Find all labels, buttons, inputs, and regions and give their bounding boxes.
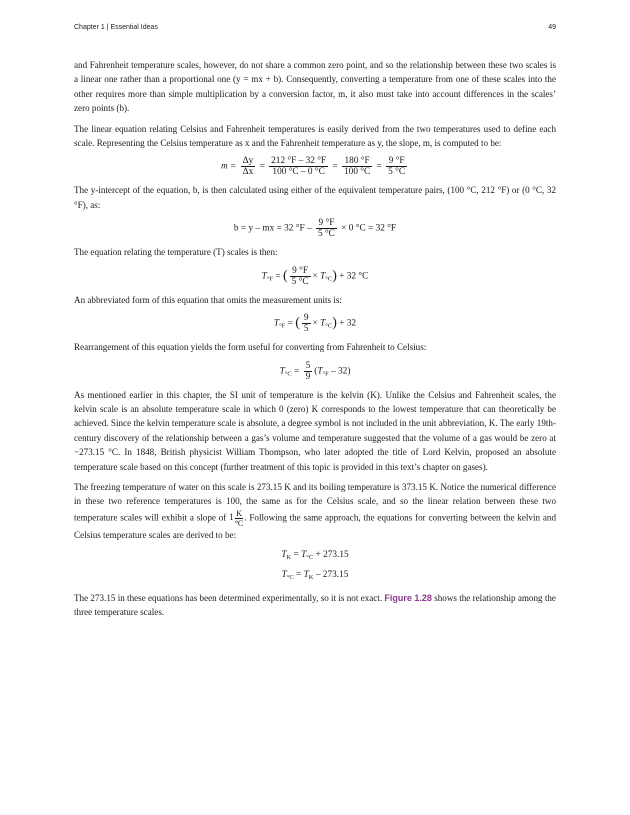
subscript: °F bbox=[279, 322, 286, 330]
fraction bbox=[304, 361, 313, 382]
slope-kelvin-celsius bbox=[229, 508, 244, 528]
denominator: 9 bbox=[305, 371, 311, 382]
temp-symbol: T bbox=[273, 318, 280, 329]
paragraph-1: and Fahrenheit temperature scales, however, do not share a common zero point, and so the relationship between these two scales is a linear one rather than a proportional one (y = mx + b). Consequently, converting a temperature from one of these scales into the other requires more than simple multiplication by a conversion factor, m, it also must take into account differences in the scales’ zero points (b). bbox=[74, 60, 556, 114]
fraction bbox=[302, 313, 311, 334]
running-header bbox=[74, 24, 556, 36]
eq-tail: – 273.15 bbox=[315, 569, 349, 580]
eq-tail: + 273.15 bbox=[315, 550, 349, 561]
temp-symbol: T bbox=[261, 271, 267, 282]
subscript: °C bbox=[306, 554, 314, 562]
page-body bbox=[74, 58, 556, 626]
denominator: 5 °C bbox=[388, 167, 406, 178]
denominator: °C bbox=[234, 518, 244, 528]
slope-one: 1 bbox=[229, 512, 234, 523]
subscript: K bbox=[286, 554, 292, 562]
denominator: 5 °C bbox=[291, 276, 309, 287]
equals-sign: = bbox=[287, 318, 293, 329]
times-sign: × bbox=[312, 318, 318, 329]
temp-symbol: T bbox=[317, 366, 323, 377]
temp-symbol: T bbox=[281, 550, 287, 561]
left-paren: ( bbox=[282, 267, 288, 283]
left-paren: ( bbox=[314, 366, 318, 377]
temp-symbol: T bbox=[281, 569, 287, 580]
paragraph-2: The linear equation relating Celsius and Fahrenheit temperatures is easily derived from the two temperatures used to define each scale. Representing the Celsius temperature as x and the Fahrenheit temperature as y, the slope, m, is computed to be: bbox=[74, 123, 556, 149]
temp-symbol: T bbox=[303, 569, 309, 580]
figure-link[interactable]: Figure 1.28 bbox=[384, 593, 432, 604]
subscript: °C bbox=[325, 275, 333, 283]
paragraph-8-start: The freezing temperature of water on this scale is 273.15 K and its boiling temperature is 373.15 K. Notice the numerical difference in these two reference temperatures is 100, the same as for the Celsius scale, and so the linear relation between these two temperature scales will exhibit a slope of bbox=[74, 482, 556, 523]
numerator: 9 bbox=[303, 313, 309, 324]
fraction bbox=[386, 156, 407, 177]
equals-sign: = bbox=[259, 162, 265, 173]
numerator: K bbox=[236, 508, 242, 518]
subscript: °F bbox=[266, 275, 274, 283]
paragraph-8-end: . Following the same approach, the equations for converting between the kelvin and Celsius temperature scales are derived to be: bbox=[74, 512, 556, 540]
temp-symbol: T bbox=[301, 550, 307, 561]
temp-symbol: T bbox=[320, 271, 326, 282]
eq-tail: – 32) bbox=[331, 366, 351, 377]
numerator: 9 °F bbox=[316, 218, 337, 229]
page-number: 49 bbox=[548, 24, 556, 31]
equation-slope bbox=[74, 156, 556, 177]
paragraph-8 bbox=[74, 480, 556, 542]
temp-symbol: T bbox=[279, 366, 285, 377]
eq-tail: + 32 bbox=[339, 318, 357, 329]
eq-intercept-left: b = y – mx = 32 °F – bbox=[233, 223, 312, 234]
equation-intercept bbox=[74, 218, 556, 239]
equals-sign: = bbox=[294, 366, 300, 377]
subscript: °C bbox=[284, 370, 292, 378]
equals-sign: = bbox=[332, 162, 338, 173]
numerator: 212 °F – 32 °F bbox=[271, 156, 327, 167]
numerator: 5 bbox=[305, 360, 311, 371]
paragraph-9 bbox=[74, 591, 556, 620]
right-paren: ) bbox=[332, 267, 337, 283]
temp-symbol: T bbox=[320, 318, 326, 329]
fraction bbox=[241, 156, 256, 177]
equals-sign: = bbox=[275, 271, 281, 282]
left-paren: ( bbox=[295, 315, 300, 331]
paragraph-7: As mentioned earlier in this chapter, the SI unit of temperature is the kelvin (K). Unlike the Celsius and Fahrenheit scales, the kelvin scale is an absolute temperature scale in which 0 (zero) K corresponds to the lowest temperature that can theoretically be achieved. Since the kelvin temperature scale is absolute, a degree symbol is not included in the unit abbreviation, K. The early 19th-century discovery of the relationship between a gas’s volume and temperature suggested that the volume of a gas would be zero at −273.15 °C. In 1848, British physicist William Thompson, who later adopted the title of Lord Kelvin, proposed an absolute temperature scale based on this concept (further treatment of this topic is provided in this text’s chapter on gases). bbox=[74, 389, 556, 472]
subscript: K bbox=[308, 573, 314, 581]
paragraph-4: The equation relating the temperature (T) scales is then: bbox=[74, 247, 278, 258]
times-sign: × bbox=[312, 271, 318, 282]
eq-slope-lhs: m = bbox=[220, 162, 237, 173]
numerator: 9 °F bbox=[386, 156, 407, 167]
equation-k-from-c bbox=[74, 548, 556, 565]
equation-c-from-k bbox=[74, 568, 556, 585]
equation-scales-units bbox=[74, 266, 556, 287]
numerator: 180 °F bbox=[342, 156, 372, 167]
subscript: °C bbox=[286, 573, 294, 581]
denominator: Δx bbox=[242, 167, 254, 178]
paragraph-5: An abbreviated form of this equation that omits the measurement units is: bbox=[74, 294, 342, 305]
paragraph-9-end: shows the relationship among the three temperature scales. bbox=[74, 593, 556, 618]
equals-sign: = bbox=[293, 550, 299, 561]
eq-tail: + 32 °C bbox=[339, 271, 369, 282]
eq-intercept-right: × 0 °C = 32 °F bbox=[341, 223, 397, 234]
paragraph-9-start: The 273.15 in these equations has been determined experimentally, so it is not exact. bbox=[74, 593, 383, 604]
right-paren: ) bbox=[332, 315, 337, 331]
subscript: °C bbox=[325, 322, 333, 330]
fraction bbox=[316, 218, 337, 239]
numerator: 9 °F bbox=[290, 266, 311, 277]
fraction bbox=[342, 156, 372, 177]
paragraph-6: Rearrangement of this equation yields the form useful for converting from Fahrenheit to Celsius: bbox=[74, 342, 427, 353]
equals-sign: = bbox=[376, 162, 382, 173]
fraction bbox=[290, 266, 311, 287]
denominator: 100 °C bbox=[344, 167, 371, 178]
denominator: 100 °C – 0 °C bbox=[272, 167, 325, 178]
numerator: Δy bbox=[242, 156, 254, 167]
denominator: 5 °C bbox=[317, 229, 335, 240]
equation-scales-nounits bbox=[74, 313, 556, 334]
equals-sign: = bbox=[296, 569, 302, 580]
fraction bbox=[235, 509, 244, 528]
subscript: °F bbox=[322, 370, 329, 378]
chapter-label: Chapter 1 | Essential Ideas bbox=[74, 24, 158, 31]
denominator: 5 bbox=[303, 324, 309, 335]
paragraph-3: The y-intercept of the equation, b, is then calculated using either of the equivalent temperature pairs, (100 °C, 212 °F) or (0 °C, 32 °F), as: bbox=[74, 185, 556, 210]
equation-f-to-c bbox=[74, 361, 556, 382]
fraction bbox=[269, 156, 328, 177]
